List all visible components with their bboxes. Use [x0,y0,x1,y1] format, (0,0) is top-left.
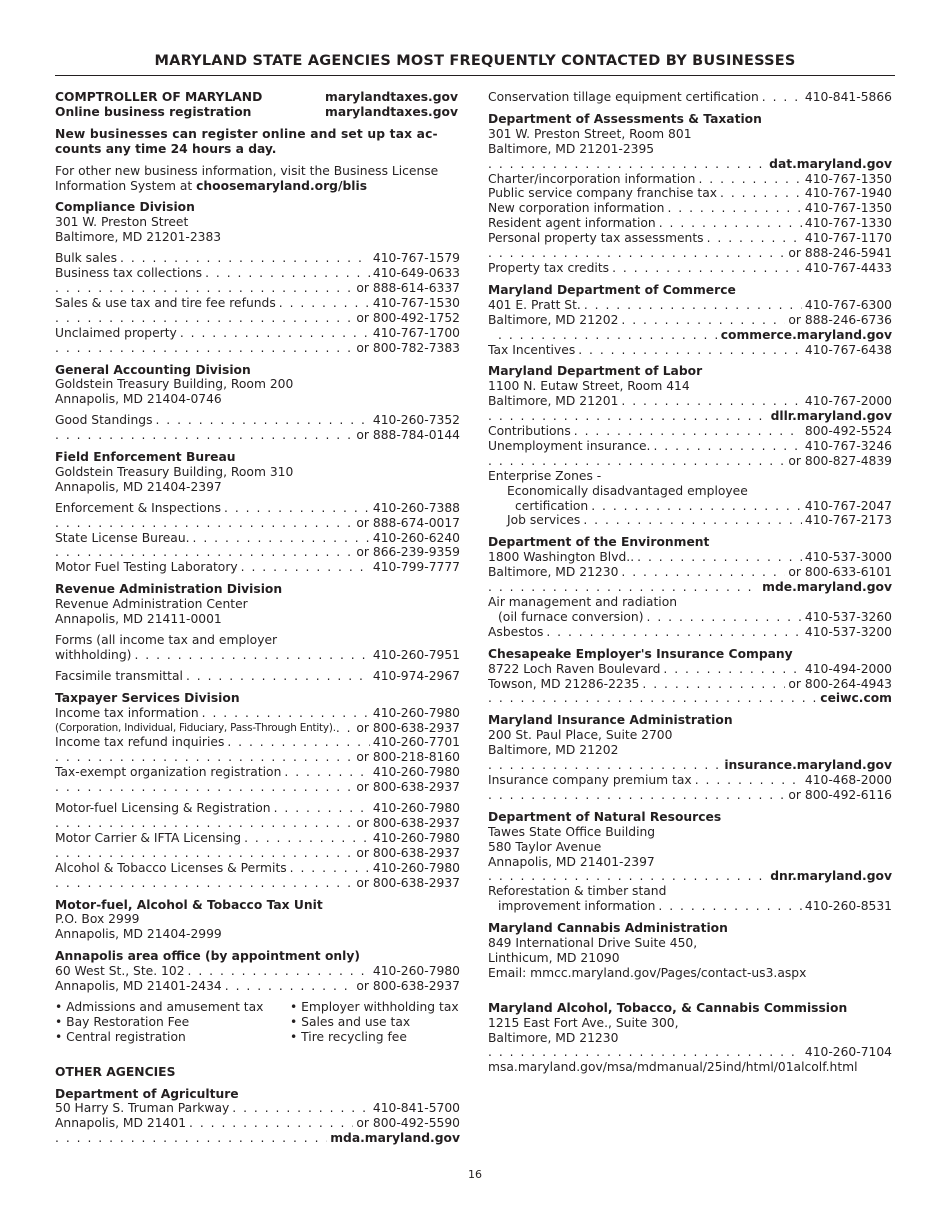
contact-row [55,1101,460,1116]
contact-row [55,816,460,831]
contact-row [55,765,460,780]
phone-number[interactable]: 410-260-7352 [372,413,460,428]
field-enforcement-title: Field Enforcement Bureau [55,450,236,465]
comptroller-section [55,90,460,120]
contact-row [55,428,460,443]
contact-row [55,545,460,560]
website-link[interactable]: mda.maryland.gov [330,1131,460,1146]
contact-row [55,706,460,721]
contact-label: 60 West St., Ste. 102 [55,964,185,979]
contact-row [488,157,892,172]
website-link[interactable]: msa.maryland.gov/msa/mdmanual/25ind/html/01alcolf.html [488,1060,858,1075]
revenue-administration-division [55,582,460,683]
chesapeake-title: Chesapeake Employer's Insurance Company [488,646,793,661]
revenue-admin-title: Revenue Administration Division [55,582,283,597]
department-of-agriculture [55,1087,460,1147]
contact-row [55,648,460,663]
phone-number[interactable]: or 888-674-0017 [356,515,460,530]
contact-label: Reforestation & timber stand [488,884,667,899]
phone-number[interactable]: 410-260-8531 [804,899,892,914]
address-line: 200 St. Paul Place, Suite 2700 [488,728,673,743]
phone-number[interactable]: or 888-246-5941 [788,246,892,261]
address-line: Baltimore, MD 21201-2383 [55,230,222,245]
agriculture-title: Department of Agriculture [55,1086,239,1101]
annapolis-area-office [55,949,460,1044]
phone-number[interactable]: 800-492-5524 [804,424,892,439]
phone-number[interactable]: 410-468-2000 [804,772,892,787]
phone-number[interactable]: 410-767-1940 [804,186,892,201]
phone-number[interactable]: 410-767-1700 [372,325,460,340]
business-info-line: For other new business information, visit the Business License [55,163,439,178]
website-link[interactable]: dnr.maryland.gov [770,869,892,884]
phone-number[interactable]: 410-260-7980 [372,964,460,979]
phone-number[interactable]: or 888-784-0144 [356,428,460,443]
contact-row [55,326,460,341]
phone-number[interactable]: 410-767-1530 [372,295,460,310]
contact-row [488,343,892,358]
phone-number[interactable]: or 800-638-2937 [356,720,460,735]
address-line: 849 International Drive Suite 450, [488,936,698,951]
contact-label: Economically disadvantaged employee [507,483,748,498]
contact-label: Asbestos [488,624,544,639]
phone-number[interactable]: 410-841-5700 [372,1101,460,1116]
general-accounting-title: General Accounting Division [55,362,251,377]
contact-row [55,831,460,846]
address-line: P.O. Box 2999 [55,912,140,927]
contact-row [488,231,892,246]
annapolis-office-title: Annapolis area office (by appointment only) [55,949,360,964]
phone-number[interactable]: 410-537-3200 [804,624,892,639]
motor-fuel-unit-title: Motor-fuel, Alcohol & Tobacco Tax Unit [55,897,323,912]
contact-row [55,266,460,281]
phone-number[interactable]: or 800-218-8160 [356,750,460,765]
contact-label: Enterprise Zones - [488,468,602,483]
contact-row [488,625,892,640]
address-line: Goldstein Treasury Building, Room 310 [55,464,294,479]
contact-row [55,861,460,876]
website-link[interactable]: dat.maryland.gov [769,156,892,171]
phone-number[interactable]: 410-260-6240 [372,530,460,545]
contact-row [55,780,460,795]
contact-row [55,876,460,891]
phone-number[interactable]: 410-767-3246 [804,438,892,453]
contact-label: 401 E. Pratt St. [488,297,581,312]
contact-row [488,439,892,454]
contact-row [488,201,892,216]
contact-label: Annapolis, MD 21401 [55,1116,187,1131]
contact-row [55,735,460,750]
online-registration-row [55,105,460,120]
email-link[interactable]: Email: mmcc.maryland.gov/Pages/contact-us3.aspx [488,965,807,980]
website-link[interactable]: mde.maryland.gov [762,580,892,595]
address-line: 1215 East Fort Ave., Suite 300, [488,1015,679,1030]
contact-row [488,298,892,313]
contact-label: Tax-exempt organization registration [55,765,282,780]
contact-row [55,560,460,575]
business-info-note [55,164,460,194]
phone-number[interactable]: 410-767-4433 [804,260,892,275]
phone-number[interactable]: 410-767-1579 [372,251,460,266]
page-title: MARYLAND STATE AGENCIES MOST FREQUENTLY CONTACTED BY BUSINESSES [154,53,796,69]
phone-number[interactable]: 410-260-7980 [372,830,460,845]
phone-number[interactable]: or 800-638-2937 [356,979,460,994]
contact-label: Public service company franchise tax [488,186,718,201]
list-item: • Central registration [55,1029,186,1044]
contact-row [55,801,460,816]
contact-label: Income tax refund inquiries [55,735,225,750]
contact-label: New corporation information [488,201,665,216]
contact-row [55,413,460,428]
phone-number[interactable]: 410-649-0633 [372,266,460,281]
phone-number[interactable]: or 800-638-2937 [356,845,460,860]
contact-label: Business tax collections [55,266,203,281]
website-link[interactable]: ceiwc.com [820,691,892,706]
alcohol-tobacco-cannabis-commission [488,1001,892,1076]
phone-number[interactable]: or 800-492-1752 [356,310,460,325]
contact-label: certification [515,498,589,513]
left-column [55,90,460,1153]
chesapeake-employers-insurance [488,647,892,707]
phone-number[interactable]: 410-767-6300 [804,297,892,312]
phone-number[interactable]: 410-260-7980 [372,705,460,720]
department-of-assessments [488,112,892,276]
address-line: Tawes State Office Building [488,824,656,839]
labor-title: Maryland Department of Labor [488,364,703,379]
title-rule [55,75,895,76]
phone-number[interactable]: or 800-492-5590 [356,1116,460,1131]
contact-row [55,516,460,531]
general-accounting-division [55,363,460,444]
contact-label: Unclaimed property [55,325,177,340]
department-of-commerce [488,283,892,358]
phone-number[interactable]: or 800-638-2937 [356,780,460,795]
address-line: Baltimore, MD 21201-2395 [488,141,655,156]
contact-row [488,172,892,187]
contact-label: Towson, MD 21286-2235 [488,676,640,691]
contact-row [488,773,892,788]
contact-row [55,964,460,979]
contact-row [488,869,892,884]
commerce-title: Maryland Department of Commerce [488,282,736,297]
contact-row [488,409,892,424]
business-info-prefix: Information System at [55,178,197,193]
address-line: 580 Taylor Avenue [488,839,602,854]
register-note-line: counts any time 24 hours a day. [55,141,277,156]
phone-number[interactable]: 410-974-2967 [372,668,460,683]
phone-number[interactable]: 410-841-5866 [804,90,892,104]
contact-label: Conservation tillage equipment certification [488,90,759,104]
contact-row [488,454,892,469]
phone-number[interactable]: 410-767-2000 [804,394,892,409]
address-line: Annapolis, MD 21401-2397 [488,854,655,869]
business-info-line [55,179,460,194]
contact-row [488,246,892,261]
phone-number[interactable]: 410-799-7777 [372,560,460,575]
maryland-cannabis-administration [488,921,892,981]
phone-number[interactable]: or 888-246-6736 [788,312,892,327]
list-item: • Employer withholding tax [290,999,459,1014]
contact-row [488,1045,892,1060]
list-item: • Bay Restoration Fee [55,1014,190,1029]
phone-number[interactable]: 410-767-1170 [804,231,892,246]
contact-row [55,1131,460,1146]
contact-label: 1800 Washington Blvd.. [488,550,635,565]
contact-label: Personal property tax assessments [488,231,704,246]
contact-label: improvement information [498,899,656,914]
address-line: Annapolis, MD 21411-0001 [55,612,222,627]
phone-number[interactable]: 410-537-3260 [804,609,892,624]
phone-number[interactable]: 410-260-7951 [372,647,460,662]
contact-label: Motor Carrier & IFTA Licensing [55,830,242,845]
maryland-insurance-administration [488,713,892,802]
contact-row [488,899,892,914]
contact-row [55,281,460,296]
contact-row [488,313,892,328]
contact-label: (oil furnace conversion) [498,609,644,624]
contact-row [488,788,892,803]
list-item: • Tire recycling fee [290,1029,407,1044]
contact-row [488,580,892,595]
insurance-title: Maryland Insurance Administration [488,713,733,728]
address-line: Annapolis, MD 21404-0746 [55,392,222,407]
phone-number[interactable]: or 800-827-4839 [788,453,892,468]
contact-label: Contributions [488,424,571,439]
phone-number[interactable]: or 800-492-6116 [788,787,892,802]
contact-row [55,501,460,516]
environment-title: Department of the Environment [488,535,710,550]
contact-row [488,662,892,677]
contact-label: (Corporation, Individual, Fiduciary, Pass-Through Entity). [55,721,336,734]
contact-label: Unemployment insurance. [488,438,651,453]
other-agencies-heading: OTHER AGENCIES [55,1064,176,1079]
atc-commission-title: Maryland Alcohol, Tobacco, & Cannabis Commission [488,1000,848,1015]
phone-number[interactable]: or 888-614-6337 [356,280,460,295]
blis-link[interactable]: choosemaryland.org/blis [196,178,368,193]
contact-row [55,531,460,546]
phone-number[interactable]: or 866-239-9359 [356,545,460,560]
address-line: Goldstein Treasury Building, Room 200 [55,377,294,392]
address-line: Baltimore, MD 21202 [488,743,619,758]
assessments-title: Department of Assessments & Taxation [488,111,762,126]
address-line: 301 W. Preston Street [55,215,189,230]
list-item: • Sales and use tax [290,1014,411,1029]
contact-label: Motor Fuel Testing Laboratory [55,560,238,575]
contact-label: Enforcement & Inspections [55,500,222,515]
address-line: 1100 N. Eutaw Street, Room 414 [488,379,690,394]
department-of-environment [488,535,892,639]
contact-label: Alcohol & Tobacco Licenses & Permits [55,860,287,875]
phone-number[interactable]: 410-260-7104 [804,1045,892,1060]
contact-row [55,979,460,994]
contact-label: Insurance company premium tax [488,772,692,787]
contact-label: Tax Incentives [488,342,576,357]
contact-row [488,691,892,706]
taxpayer-services-division [55,691,460,891]
agriculture-continued [488,90,892,105]
phone-number[interactable]: or 800-264-4943 [788,676,892,691]
address-line: Baltimore, MD 21230 [488,1030,619,1045]
online-registration-label: Online business registration [55,104,252,119]
contact-label: Motor-fuel Licensing & Registration [55,801,271,816]
phone-number[interactable]: or 800-633-6101 [788,565,892,580]
natural-resources-title: Department of Natural Resources [488,809,722,824]
website-link[interactable]: commerce.maryland.gov [720,327,892,342]
register-note [55,127,460,157]
website-link[interactable]: insurance.maryland.gov [724,758,892,773]
office-services-list [55,1000,460,1045]
website-link[interactable]: dllr.maryland.gov [770,409,892,424]
contact-label: Job services [507,513,581,528]
taxpayer-services-title: Taxpayer Services Division [55,690,240,705]
contact-row [55,251,460,266]
motor-fuel-tax-unit [55,898,460,943]
phone-number[interactable]: 410-260-7980 [372,860,460,875]
contact-row [488,565,892,580]
phone-number[interactable]: 410-767-1350 [804,201,892,216]
online-registration-url[interactable]: marylandtaxes.gov [325,104,458,119]
contact-row [488,677,892,692]
contact-label: Resident agent information [488,216,656,231]
comptroller-heading-row [55,90,460,105]
contact-row [488,499,892,514]
contact-label: Charter/incorporation information [488,171,696,186]
compliance-division-title: Compliance Division [55,200,195,215]
contact-row [488,758,892,773]
phone-number[interactable]: 410-260-7701 [372,735,460,750]
address-line: Linthicum, MD 21090 [488,950,620,965]
phone-number[interactable]: 410-767-1330 [804,216,892,231]
register-note-line: New businesses can register online and set up tax ac- [55,126,438,141]
address-line: Annapolis, MD 21404-2397 [55,479,222,494]
contact-label: Annapolis, MD 21401-2434 [55,979,222,994]
contact-row [488,610,892,625]
phone-number[interactable]: 410-260-7980 [372,801,460,816]
cannabis-admin-title: Maryland Cannabis Administration [488,921,728,936]
contact-label: withholding) [55,647,132,662]
contact-row [55,669,460,684]
contact-row [55,846,460,861]
phone-number[interactable]: 410-537-3000 [804,550,892,565]
contact-row [488,550,892,565]
page-number: 16 [468,1168,482,1181]
contact-row [488,394,892,409]
contact-row [488,261,892,276]
contact-row [55,750,460,765]
contact-label: Baltimore, MD 21230 [488,565,619,580]
contact-row [488,328,892,343]
comptroller-url[interactable]: marylandtaxes.gov [325,90,458,104]
phone-number[interactable]: or 800-782-7383 [356,340,460,355]
department-of-natural-resources [488,810,892,914]
contact-label: Air management and radiation [488,595,678,609]
contact-row [488,424,892,439]
phone-number[interactable]: 410-260-7980 [372,765,460,780]
contact-label: 8722 Loch Raven Boulevard [488,661,661,676]
contact-label: Good Standings [55,413,153,428]
field-enforcement-bureau [55,450,460,575]
list-item: • Admissions and amusement tax [55,999,264,1014]
contact-row [488,90,892,105]
contact-label: Baltimore, MD 21202 [488,312,619,327]
contact-row [55,721,460,736]
phone-number[interactable]: 410-494-2000 [804,661,892,676]
phone-number[interactable]: or 800-638-2937 [356,815,460,830]
phone-number[interactable]: 410-767-2173 [804,513,892,528]
contact-label: Facsimile transmittal [55,668,183,683]
address-line: Annapolis, MD 21404-2999 [55,927,222,942]
comptroller-name: COMPTROLLER OF MARYLAND [55,90,263,104]
phone-number[interactable]: or 800-638-2937 [356,875,460,890]
phone-number[interactable]: 410-767-2047 [804,498,892,513]
contact-row [488,513,892,528]
contact-row [488,216,892,231]
compliance-division [55,200,460,355]
phone-number[interactable]: 410-767-6438 [804,342,892,357]
contact-label: Baltimore, MD 21201 [488,394,619,409]
right-column [488,90,892,1082]
contact-row [488,186,892,201]
contact-row [55,311,460,326]
contact-label: Sales & use tax and tire fee refunds [55,295,276,310]
phone-number[interactable]: 410-767-1350 [804,171,892,186]
contact-label: Property tax credits [488,260,610,275]
contact-row [55,296,460,311]
department-of-labor [488,364,892,528]
contact-label: Forms (all income tax and employer [55,633,278,647]
address-line: Revenue Administration Center [55,597,248,612]
contact-row [55,1116,460,1131]
address-line: 301 W. Preston Street, Room 801 [488,126,692,141]
contact-label: 50 Harry S. Truman Parkway [55,1101,230,1116]
contact-label: State License Bureau. [55,530,190,545]
contact-label: Income tax information [55,705,199,720]
contact-row [55,341,460,356]
phone-number[interactable]: 410-260-7388 [372,500,460,515]
contact-label: Bulk sales [55,251,118,266]
